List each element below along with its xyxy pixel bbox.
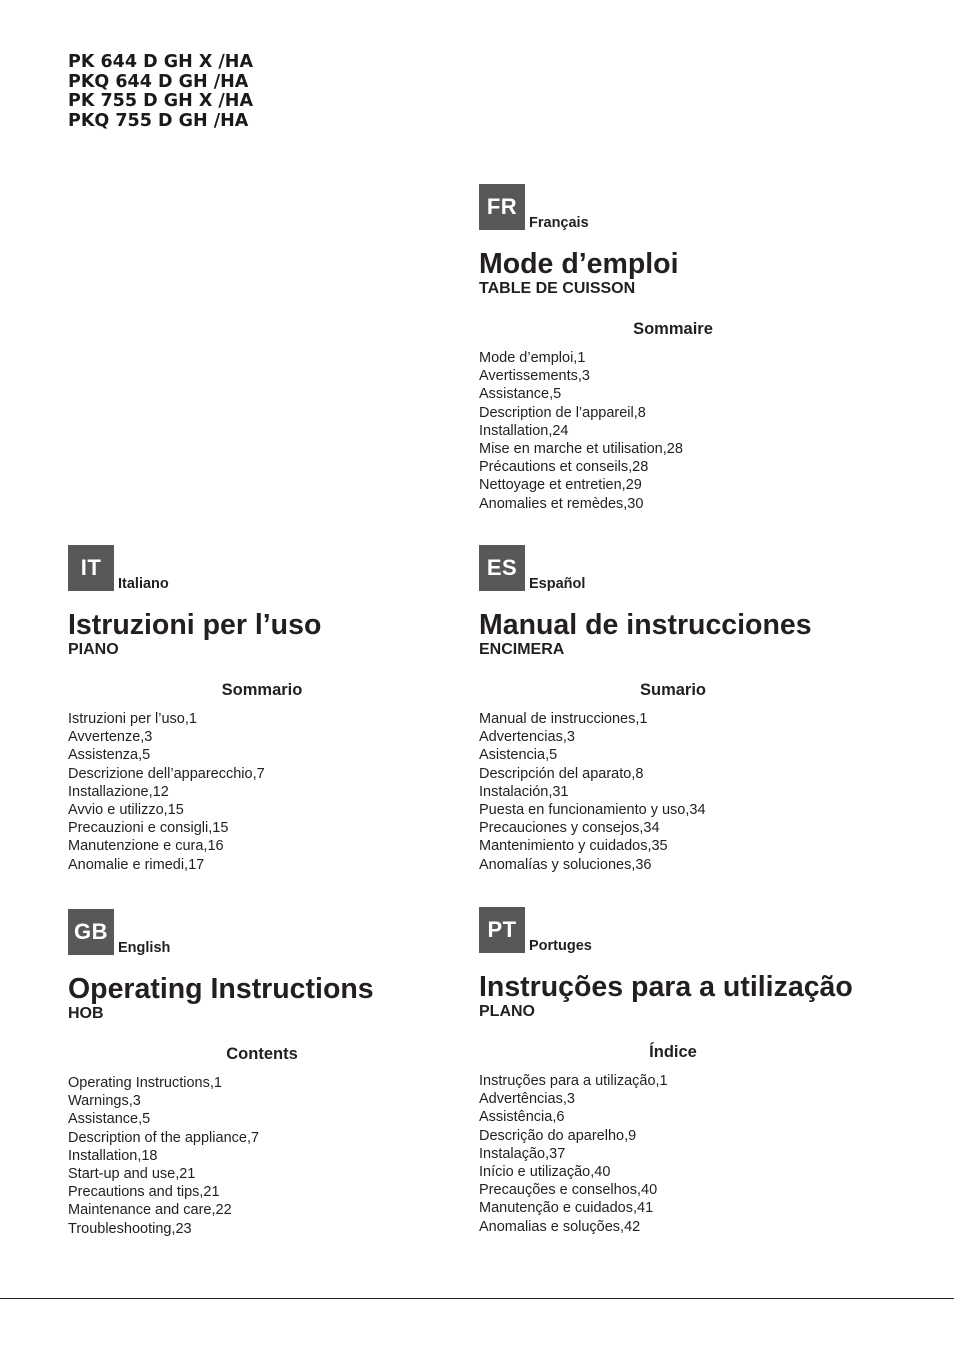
toc-item: Mise en marche et utilisation,28: [479, 441, 683, 458]
toc-item: Manutenção e cuidados,41: [479, 1200, 654, 1217]
toc-item: Assistenza,5: [68, 747, 151, 764]
model-name: PK 644 D GH X /HA: [68, 52, 253, 72]
language-header: [479, 184, 879, 230]
toc-item: Assistance,5: [68, 1111, 151, 1128]
section-gb: [68, 909, 468, 1238]
section-fr: [479, 184, 879, 513]
toc-item: Description of the appliance,7: [68, 1129, 260, 1146]
section-title: Mode d’emploi: [479, 248, 679, 280]
toc-item: Précautions et conseils,28: [479, 459, 649, 476]
model-list: [68, 53, 253, 131]
language-name: English: [118, 940, 171, 956]
language-name: Français: [529, 215, 589, 231]
section-subtitle: TABLE DE CUISSON: [479, 280, 636, 297]
toc-item: Manual de instrucciones,1: [479, 711, 648, 727]
toc-item: Advertências,3: [479, 1091, 575, 1108]
toc-item: Installation,24: [479, 422, 569, 439]
toc-list: [479, 1072, 879, 1236]
toc-heading: Índice: [649, 1043, 697, 1061]
toc-item: Mantenimiento y cuidados,35: [479, 838, 668, 855]
toc-heading: Sommario: [221, 681, 303, 699]
language-badge: PT: [479, 907, 525, 953]
toc-heading: Contents: [226, 1045, 298, 1063]
toc-item: Início e utilização,40: [479, 1164, 611, 1181]
toc-item: Anomalies et remèdes,30: [479, 495, 644, 512]
language-name: Portuges: [529, 938, 592, 954]
toc-list: [479, 710, 879, 874]
toc-item: Description de l’appareil,8: [479, 404, 646, 421]
section-subtitle: ENCIMERA: [479, 641, 565, 658]
section-title: Operating Instructions: [68, 973, 374, 1005]
toc-item: Anomalie e rimedi,17: [68, 856, 205, 873]
toc-item: Operating Instructions,1: [68, 1075, 222, 1091]
toc-list: [68, 1074, 468, 1238]
toc-item: Assistência,6: [479, 1109, 565, 1126]
toc-item: Instalación,31: [479, 783, 569, 800]
toc-item: Asistencia,5: [479, 747, 558, 764]
toc-item: Start-up and use,21: [68, 1166, 196, 1183]
toc-item: Troubleshooting,23: [68, 1220, 192, 1237]
language-header: [479, 907, 879, 953]
section-subtitle: PLANO: [479, 1003, 535, 1020]
toc-item: Anomalias e soluções,42: [479, 1218, 641, 1235]
toc-item: Puesta en funcionamiento y uso,34: [479, 802, 706, 819]
toc-item: Precauções e conselhos,40: [479, 1182, 658, 1199]
section-subtitle: PIANO: [68, 641, 119, 658]
toc-item: Precauciones y consejos,34: [479, 820, 660, 837]
toc-list: [68, 710, 468, 874]
toc-item: Installazione,12: [68, 783, 169, 800]
language-name: Español: [529, 576, 586, 592]
language-header: [479, 545, 879, 591]
toc-item: Avertissements,3: [479, 368, 590, 385]
toc-item: Precautions and tips,21: [68, 1184, 220, 1201]
language-header: [68, 909, 468, 955]
section-title: Instruções para a utilização: [479, 971, 853, 1003]
toc-item: Istruzioni per l’uso,1: [68, 711, 197, 727]
model-name: PKQ 755 D GH /HA: [68, 110, 249, 131]
model-name: PKQ 644 D GH /HA: [68, 71, 249, 92]
section-it: [68, 545, 468, 874]
language-name: Italiano: [118, 576, 169, 592]
language-badge: ES: [479, 545, 525, 591]
language-badge: IT: [68, 545, 114, 591]
toc-item: Maintenance and care,22: [68, 1202, 232, 1219]
toc-item: Warnings,3: [68, 1093, 141, 1110]
section-es: [479, 545, 879, 874]
bottom-divider: [0, 1298, 954, 1299]
language-header: [68, 545, 468, 591]
toc-list: [479, 349, 879, 513]
section-subtitle: HOB: [68, 1005, 104, 1022]
language-badge: FR: [479, 184, 525, 230]
toc-item: Manutenzione e cura,16: [68, 838, 224, 855]
toc-item: Avvio e utilizzo,15: [68, 802, 184, 819]
toc-heading: Sumario: [639, 681, 707, 699]
toc-item: Descripción del aparato,8: [479, 765, 644, 782]
toc-item: Anomalías y soluciones,36: [479, 856, 652, 873]
toc-item: Avvertenze,3: [68, 729, 153, 746]
section-title: Manual de instrucciones: [479, 609, 812, 641]
section-title: Istruzioni per l’uso: [68, 609, 322, 641]
toc-item: Instruções para a utilização,1: [479, 1073, 668, 1089]
toc-item: Descrizione dell’apparecchio,7: [68, 765, 265, 782]
toc-item: Precauzioni e consigli,15: [68, 820, 229, 837]
toc-item: Nettoyage et entretien,29: [479, 477, 642, 494]
toc-item: Advertencias,3: [479, 729, 575, 746]
section-pt: [479, 907, 879, 1236]
toc-item: Mode d’emploi,1: [479, 350, 586, 366]
toc-item: Descrição do aparelho,9: [479, 1127, 637, 1144]
toc-heading: Sommaire: [633, 320, 713, 338]
language-badge: GB: [68, 909, 114, 955]
toc-item: Instalação,37: [479, 1145, 566, 1162]
model-name: PK 755 D GH X /HA: [68, 91, 253, 111]
toc-item: Installation,18: [68, 1147, 158, 1164]
toc-item: Assistance,5: [479, 386, 562, 403]
